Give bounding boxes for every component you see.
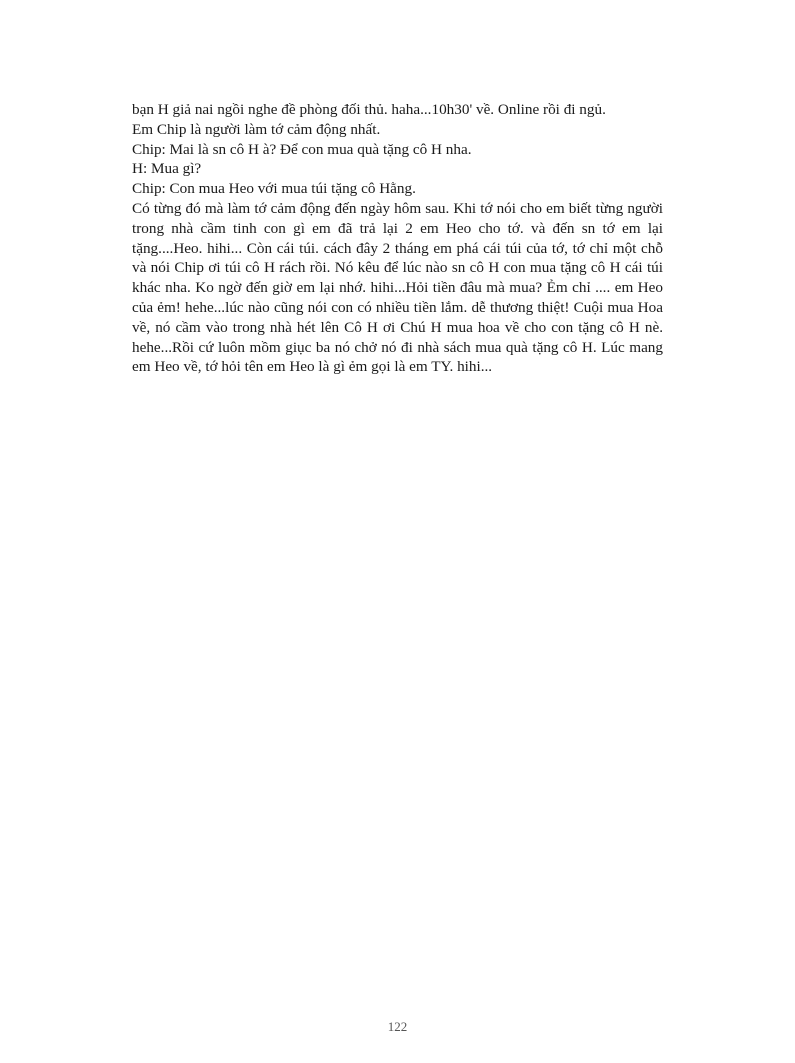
text-paragraph: Có từng đó mà làm tớ cảm động đến ngày hôm sau. Khi tớ nói cho em biết từng người trong nhà cầm tinh con gì em đã trả lại 2 em Heo cho tớ. và đến sn tớ em lại tặng....Heo. hihi... Còn cái túi. cách đây 2 tháng em phá cái túi của tớ, tớ chỉ một chỗ và nói Chip ơi túi cô H rách rồi. Nó kêu để lúc nào sn cô H con mua tặng cô H cái túi khác nha. Ko ngờ đến giờ em lại nhớ. hihi...Hỏi tiền đâu mà mua? Ẻm chỉ .... em Heo của ẻm! hehe...lúc nào cũng nói con có nhiều tiền lắm. dễ thương thiệt! Cuội mua Hoa về, nó cầm vào trong nhà hét lên Cô H ơi Chú H mua hoa về cho con tặng cô H nè. hehe...Rồi cứ luôn mồm giục ba nó chở nó đi nhà sách mua quà tặng cô H. Lúc mang em Heo về, tớ hỏi tên em Heo là gì ẻm gọi là em TY. hihi... bbox=[132, 199, 663, 376]
text-line-2: Em Chip là người làm tớ cảm động nhất. bbox=[132, 120, 381, 138]
text-line-5: Chip: Con mua Heo với mua túi tặng cô Hằng. bbox=[132, 180, 416, 198]
page-number: 122 bbox=[387, 1019, 408, 1034]
text-line-1: bạn H giả nai ngồi nghe đề phòng đối thủ. haha...10h30' về. Online rồi đi ngủ. bbox=[132, 101, 606, 118]
text-line-3: Chip: Mai là sn cô H à? Để con mua quà tặng cô H nha. bbox=[132, 140, 472, 158]
body-text bbox=[132, 100, 663, 377]
text-line-4: H: Mua gì? bbox=[132, 160, 202, 178]
